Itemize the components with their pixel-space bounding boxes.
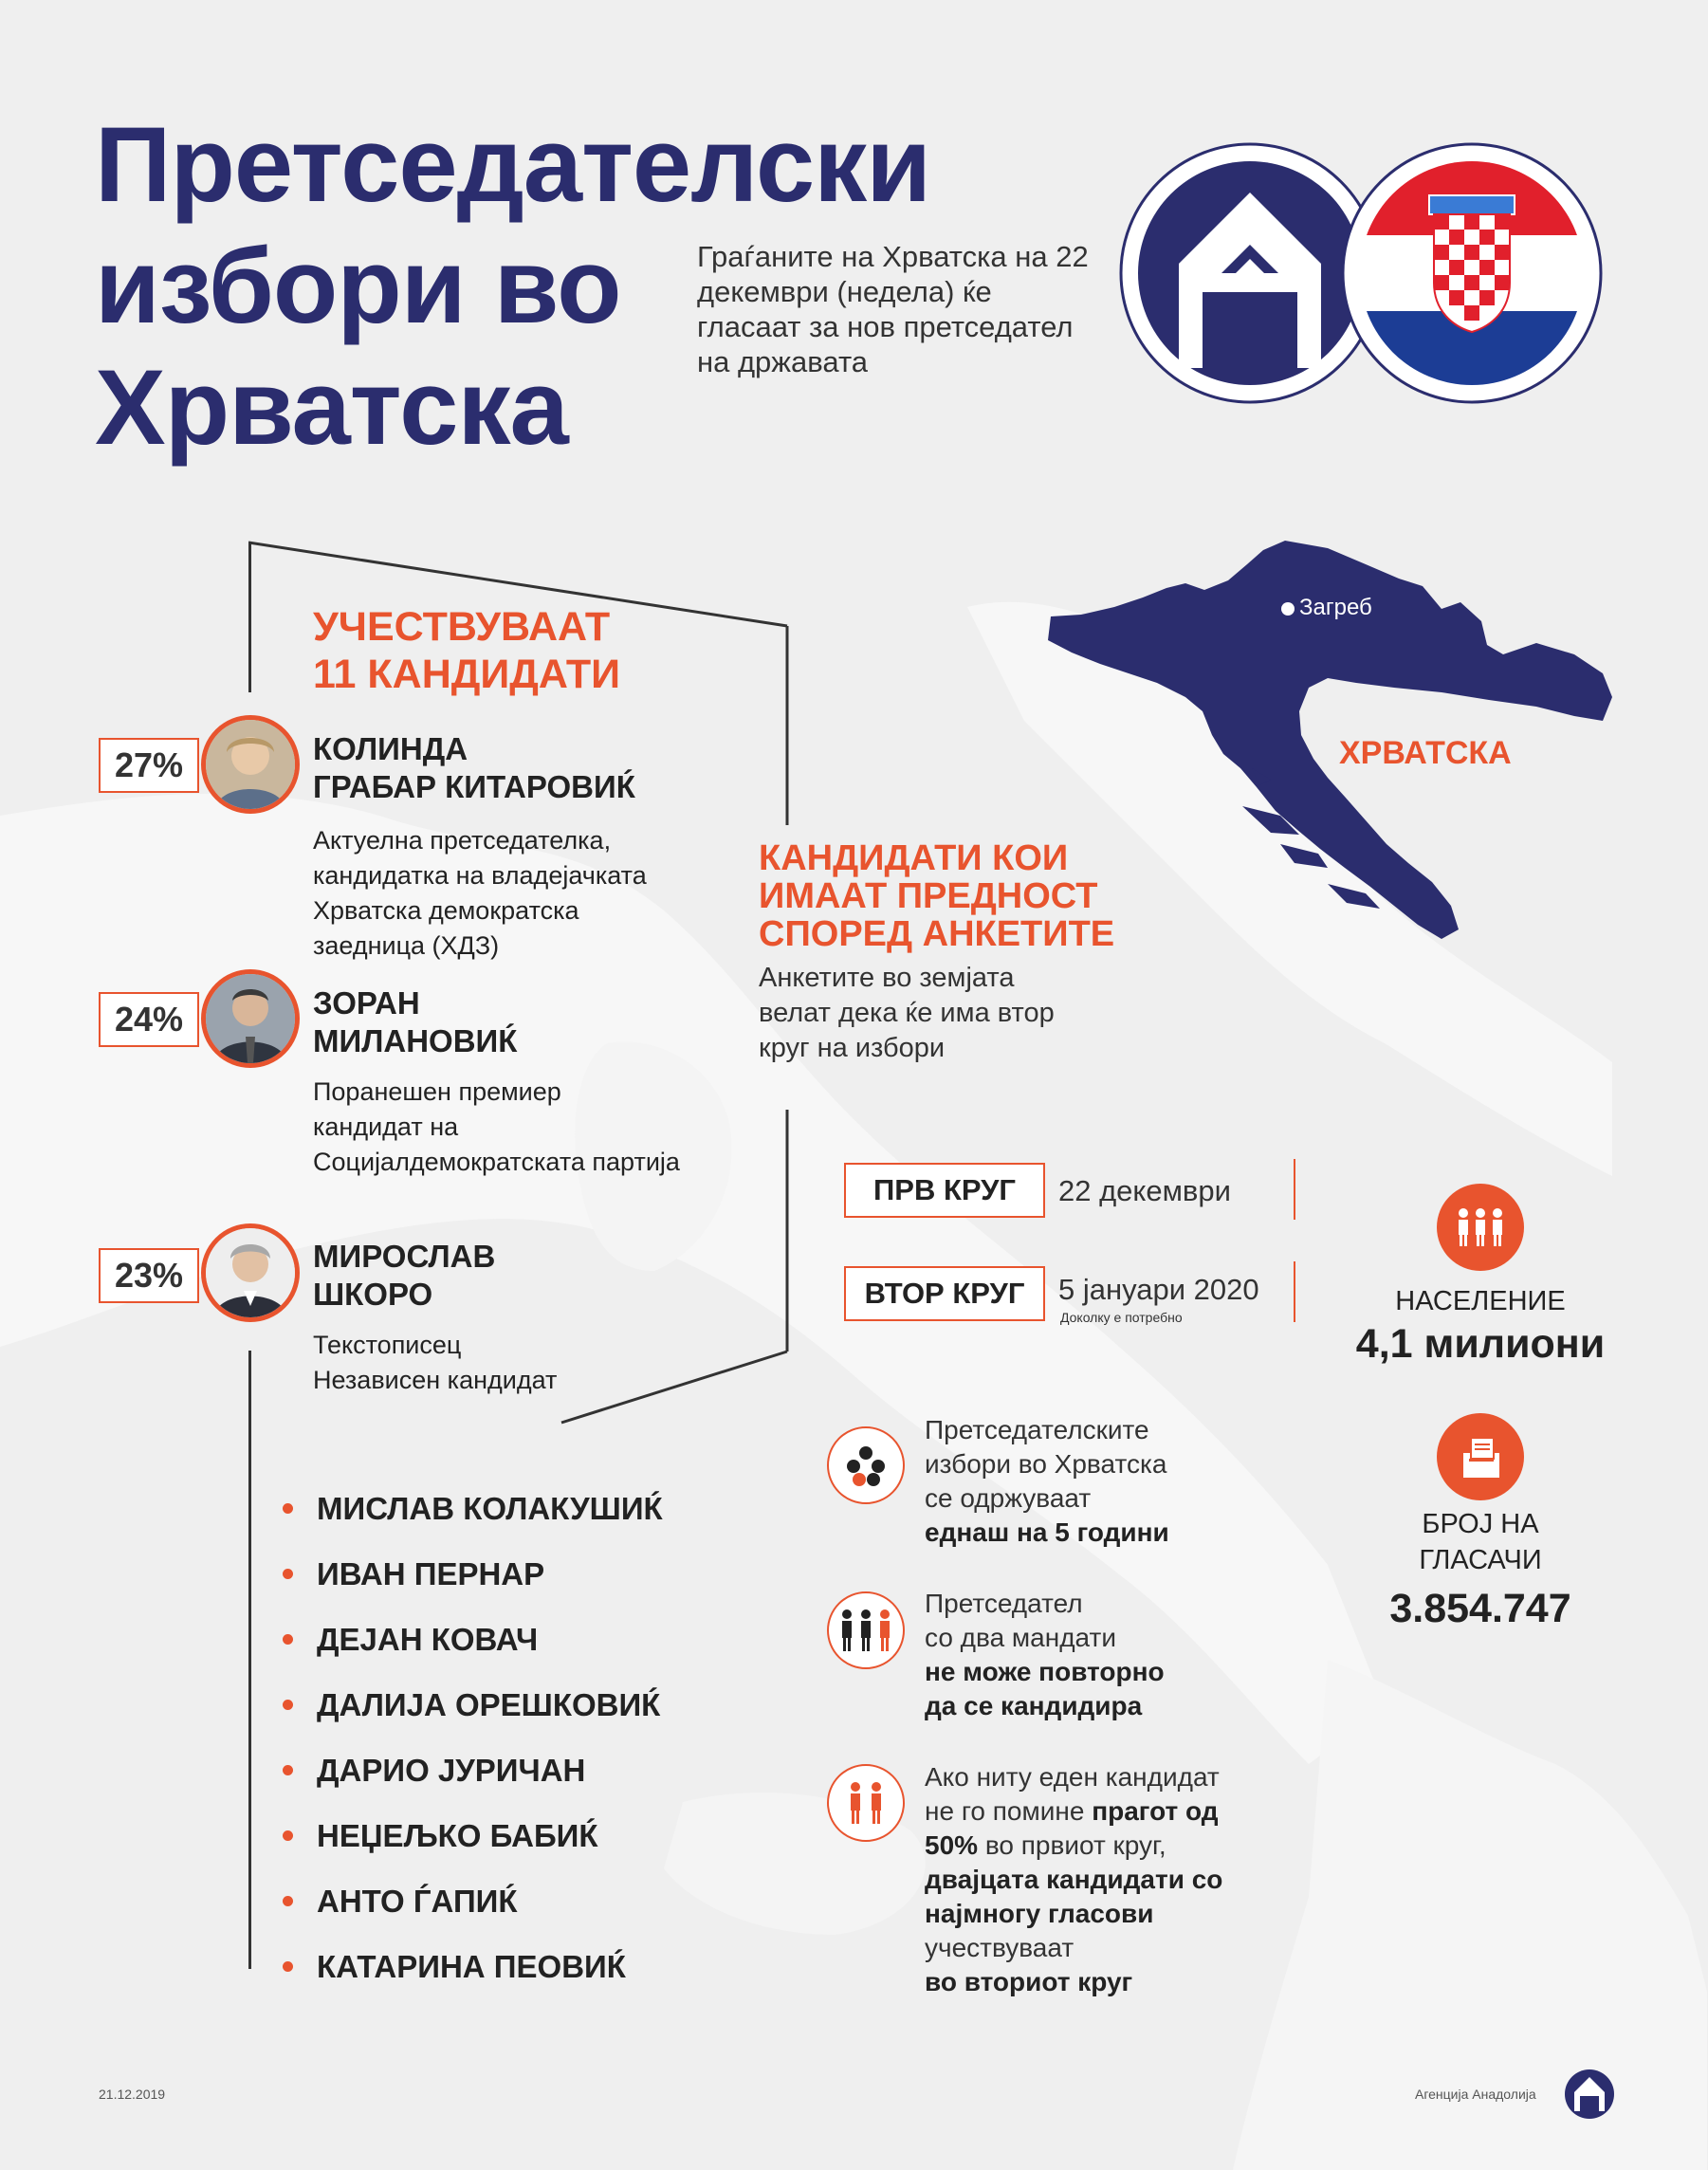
voters-value: 3.854.747 — [1389, 1586, 1571, 1631]
fact-threshold: Ако ниту еден кандидат не го помине прагот од 50% во првиот круг, двајцата кандидати со најмногу гласови учествуваат во вториот круг — [925, 1762, 1223, 1996]
map-country-label: ХРВАТСКА — [1339, 735, 1512, 771]
list-item: ДАРИО ЈУРИЧАН — [283, 1738, 663, 1803]
page-title: Претседателски избори во Хрватска — [95, 105, 931, 467]
map-city-label: Загреб — [1299, 595, 1372, 620]
ballot-icon — [1437, 1413, 1524, 1500]
list-item: НЕЏЕЉКО БАБИЌ — [283, 1803, 663, 1868]
footer-date: 21.12.2019 — [99, 2087, 166, 2102]
candidate-name: КОЛИНДА ГРАБАР КИТАРОВИЌ — [313, 731, 635, 804]
intro-text: Граѓаните на Хрватска на 22 декември (недела) ќе гласаат за нов претседател на државата — [697, 240, 1089, 378]
candidate-description: Поранешен премиер кандидат на Социјалдемократската партија — [313, 1077, 680, 1176]
candidate-photo — [201, 1223, 300, 1322]
two-people-icon — [827, 1764, 905, 1842]
population-icon — [1437, 1184, 1524, 1271]
second-round-date: 5 јануари 2020 — [1058, 1273, 1259, 1306]
divider-line — [1294, 1159, 1295, 1220]
list-item: АНТО ЃАПИЌ — [283, 1868, 663, 1934]
candidate-name: ЗОРАН МИЛАНОВИЌ — [313, 985, 518, 1058]
second-round-label: ВТОР КРУГ — [844, 1266, 1045, 1321]
candidate-name: МИРОСЛАВ ШКОРО — [313, 1239, 496, 1312]
candidate-photo — [201, 969, 300, 1068]
poll-percent-badge: 23% — [99, 1248, 199, 1303]
divider-line — [1294, 1261, 1295, 1322]
other-candidates-list — [283, 1476, 663, 1999]
footer-agency: Агенција Анадолија — [1415, 2087, 1536, 2102]
list-item: ДЕЈАН КОВАЧ — [283, 1607, 663, 1672]
first-round-label: ПРВ КРУГ — [844, 1163, 1045, 1218]
list-item: МИСЛАВ КОЛАКУШИЌ — [283, 1476, 663, 1541]
leading-candidates-text: Анкетите во земјата велат дека ќе има втор круг на избори — [759, 963, 1055, 1063]
leading-candidates-heading: КАНДИДАТИ КОИ ИМААТ ПРЕДНОСТ СПОРЕД АНКЕТИТЕ — [759, 838, 1115, 954]
candidate-photo — [201, 715, 300, 814]
people-icon — [827, 1591, 905, 1669]
candidates-heading: УЧЕСТВУВААТ 11 КАНДИДАТИ — [313, 604, 621, 697]
voters-label: БРОЈ НА ГЛАСАЧИ — [1419, 1509, 1542, 1575]
dots-icon — [827, 1426, 905, 1504]
fact-two-terms: Претседател со два мандати не може повторно да се кандидира — [925, 1589, 1165, 1720]
divider-line — [248, 1351, 251, 1969]
candidate-description: Актуелна претседателка, кандидатка на владејачката Хрватска демократска заедница (ХДЗ) — [313, 826, 647, 960]
population-label: НАСЕЛЕНИЕ — [1395, 1286, 1566, 1316]
second-round-note: Доколку е потребно — [1060, 1310, 1183, 1325]
candidate-description: Текстописец Независен кандидат — [313, 1331, 558, 1394]
list-item: КАТАРИНА ПЕОВИЌ — [283, 1934, 663, 1999]
first-round-date: 22 декември — [1058, 1174, 1231, 1207]
aa-small-logo-icon — [1563, 2068, 1616, 2121]
list-item: ИВАН ПЕРНАР — [283, 1541, 663, 1607]
list-item: ДАЛИЈА ОРЕШКОВИЌ — [283, 1672, 663, 1738]
poll-percent-badge: 27% — [99, 738, 199, 793]
population-value: 4,1 милиони — [1355, 1321, 1606, 1367]
fact-term-length: Претседателските избори во Хрватска се одржуваат еднаш на 5 години — [925, 1415, 1169, 1547]
poll-percent-badge: 24% — [99, 992, 199, 1047]
croatia-flag-icon — [1339, 140, 1605, 406]
